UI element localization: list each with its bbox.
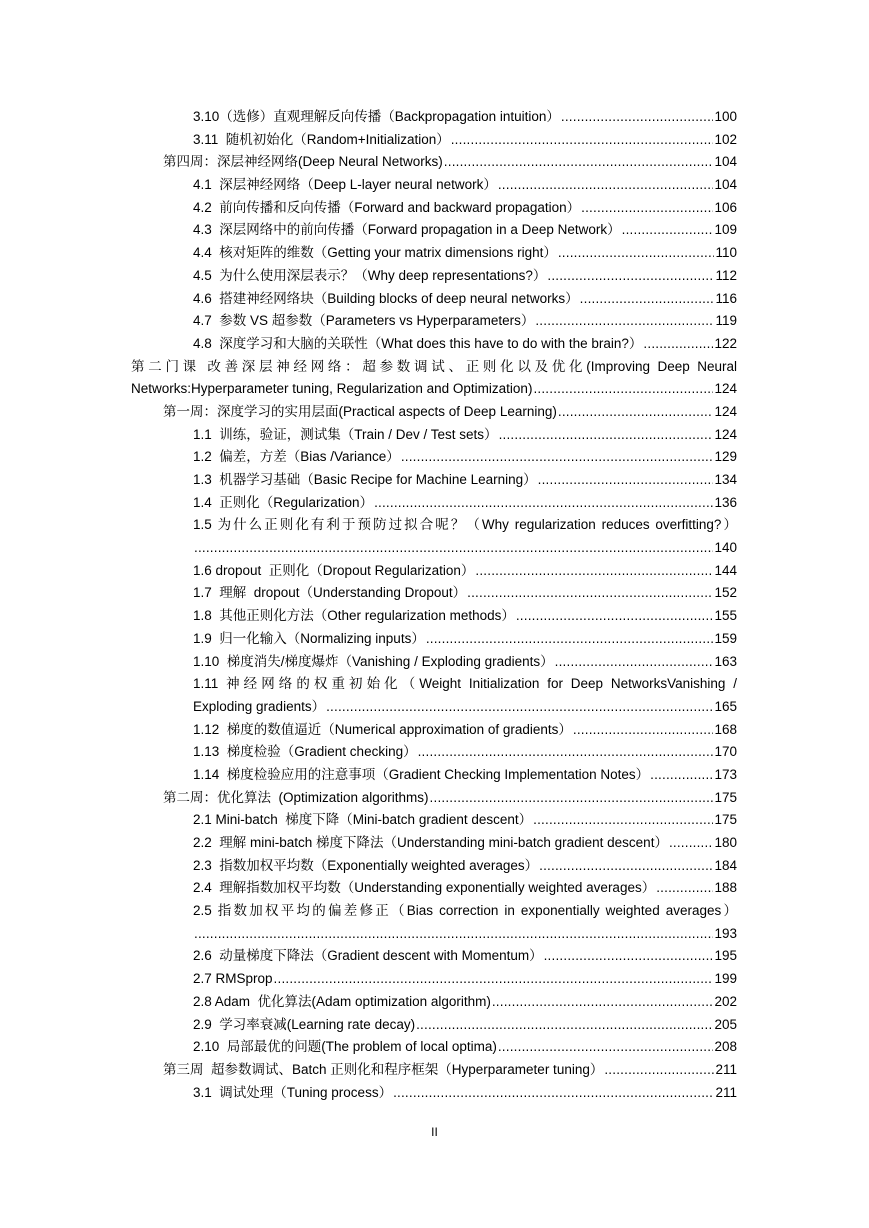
toc-entry-title: 4.2 前向传播和反向传播（Forward and backward propagation） [193, 199, 581, 215]
toc-entry[interactable] [131, 787, 737, 810]
dot-leader [418, 741, 714, 764]
toc-entry[interactable] [131, 242, 737, 265]
toc-entry-title: 4.8 深度学习和大脑的关联性（What does this have to do with the brain?） [193, 335, 643, 351]
toc-entry-title-continued: Exploding gradients） [193, 698, 326, 714]
toc-entry-title: 4.4 核对矩阵的维数（Getting your matrix dimensions right） [193, 245, 557, 261]
dot-leader [580, 288, 715, 311]
toc-entry-page-number: 188 [714, 880, 737, 896]
toc-entry-page-number: 211 [715, 1061, 737, 1077]
toc-entry[interactable] [131, 219, 737, 242]
dot-leader [622, 219, 714, 242]
dot-leader [430, 787, 714, 810]
toc-entry[interactable] [131, 288, 737, 311]
dot-leader [558, 242, 715, 265]
toc-entry-title: 2.4 理解指数加权平均数（Understanding exponentially weighted averages） [193, 880, 656, 896]
toc-entry-page-number: 124 [714, 426, 737, 442]
toc-entry[interactable] [131, 991, 737, 1014]
toc-entry-page-number: 199 [714, 971, 737, 987]
toc-entry-page-number: 112 [715, 267, 737, 283]
toc-entry-title: 2.2 理解 mini-batch 梯度下降法（Understanding mini-batch gradient descent） [193, 835, 668, 850]
toc-entry-page-number: 136 [714, 494, 737, 510]
toc-entry[interactable] [131, 333, 737, 356]
dot-leader [499, 424, 714, 447]
toc-entry[interactable] [131, 446, 737, 469]
dot-leader [573, 719, 714, 742]
toc-entry-title: 1.4 正则化（Regularization） [193, 494, 374, 510]
toc-entry-title: 1.5 为什么正则化有利于预防过拟合呢？（Why regularization reduces overfitting?） [193, 517, 737, 533]
dot-leader [538, 469, 714, 492]
toc-entry-page-number: 170 [714, 744, 737, 760]
toc-entry[interactable] [131, 673, 737, 718]
toc-entry-page-number: 155 [714, 608, 737, 624]
toc-entry-title: 4.6 搭建神经网络块（Building blocks of deep neural networks） [193, 290, 579, 306]
toc-entry-title: 1.8 其他正则化方法（Other regularization methods） [193, 608, 515, 624]
toc-entry-page-number: 208 [714, 1039, 737, 1055]
dot-leader [539, 855, 713, 878]
dot-leader [561, 106, 714, 129]
toc-entry-page-number: 140 [714, 540, 737, 556]
dot-leader [374, 492, 713, 515]
dot-leader [516, 605, 714, 628]
toc-entry-title: 1.2 偏差，方差（Bias /Variance） [193, 449, 400, 465]
toc-entry-title: 2.8 Adam 优化算法(Adam optimization algorithm) [193, 993, 491, 1009]
toc-entry[interactable] [131, 1036, 737, 1059]
toc-entry[interactable] [131, 356, 737, 401]
toc-entry-page-number: 195 [714, 948, 737, 964]
toc-entry-page-number: 168 [714, 721, 737, 737]
dot-leader [416, 1014, 713, 1037]
dot-leader [467, 582, 713, 605]
toc-entry-page-number: 159 [714, 630, 737, 646]
toc-entry-page-number: 175 [714, 812, 737, 828]
dot-leader [426, 628, 714, 651]
dot-leader [451, 129, 714, 152]
toc-entry[interactable] [131, 651, 737, 674]
dot-leader [555, 651, 714, 674]
page-number-footer: II [431, 1125, 438, 1139]
toc-entry-title: 1.14 梯度检验应用的注意事项（Gradient Checking Implementation Notes） [193, 766, 650, 782]
dot-leader [533, 378, 713, 401]
dot-leader [533, 809, 713, 832]
toc-entry[interactable] [131, 310, 737, 333]
toc-entry[interactable] [131, 469, 737, 492]
toc-entry-page-number: 102 [714, 131, 737, 147]
dot-leader [544, 945, 714, 968]
toc-entry-title: 第二门课 改善深层神经网络：超参数调试、正则化以及优化(Improving Deep Neural [131, 358, 737, 374]
dot-leader [444, 151, 714, 174]
toc-entry-title: 2.7 RMSprop [193, 971, 273, 987]
toc-entry-page-number: 122 [714, 335, 737, 351]
toc-entry[interactable] [131, 424, 737, 447]
toc-entry[interactable] [131, 401, 737, 424]
toc-entry-title: 1.6 dropout 正则化（Dropout Regularization） [193, 562, 475, 578]
toc-entry-title: 1.13 梯度检验（Gradient checking） [193, 744, 417, 760]
toc-entry-title: 4.7 参数 VS 超参数（Parameters vs Hyperparameters） [193, 313, 535, 329]
toc-entry-page-number: 184 [714, 857, 737, 873]
dot-leader [604, 1059, 714, 1082]
toc-entry-page-number: 129 [714, 449, 737, 465]
toc-entry-title: 1.11 神经网络的权重初始化（Weight Initialization for Deep NetworksVanishing / [193, 676, 737, 692]
toc-entry-title: 3.1 调试处理（Tuning process） [193, 1084, 393, 1100]
toc-entry[interactable] [131, 560, 737, 583]
toc-entry-title: 2.5 指数加权平均的偏差修正（Bias correction in exponentially weighted averages） [193, 903, 737, 919]
toc-entry-title: 1.3 机器学习基础（Basic Recipe for Machine Learning） [193, 472, 537, 487]
toc-entry-title: 4.3 深层网络中的前向传播（Forward propagation in a Deep Network） [193, 222, 621, 238]
dot-leader [492, 991, 714, 1014]
toc-entry[interactable] [131, 151, 737, 174]
toc-entry-page-number: 173 [714, 766, 737, 782]
toc-entry-page-number: 100 [714, 109, 737, 124]
toc-entry[interactable] [131, 605, 737, 628]
dot-leader [669, 832, 714, 855]
toc-entry-title: 第四周：深层神经网络(Deep Neural Networks) [163, 154, 443, 170]
toc-entry-page-number: 175 [714, 789, 737, 805]
toc-entry-title: 2.3 指数加权平均数（Exponentially weighted averages） [193, 857, 539, 873]
toc-entry-title: 第三周 超参数调试、Batch 正则化和程序框架（Hyperparameter tuning） [163, 1061, 604, 1077]
table-of-contents [131, 106, 737, 1104]
dot-leader [393, 1082, 714, 1105]
toc-entry-page-number: 124 [714, 403, 737, 419]
toc-entry[interactable] [131, 106, 737, 129]
toc-entry-page-number: 116 [715, 290, 737, 306]
toc-entry-title: 1.7 理解 dropout（Understanding Dropout） [193, 585, 467, 601]
toc-entry-page-number: 104 [714, 177, 737, 193]
dot-leader [643, 333, 713, 356]
toc-entry[interactable] [131, 945, 737, 968]
toc-entry[interactable] [131, 174, 737, 197]
toc-entry-page-number: 205 [714, 1016, 737, 1032]
toc-entry[interactable] [131, 628, 737, 651]
toc-entry[interactable] [131, 968, 737, 991]
dot-leader [498, 174, 714, 197]
toc-entry-title: 2.1 Mini-batch 梯度下降（Mini-batch gradient descent） [193, 812, 533, 828]
toc-entry-page-number: 110 [715, 245, 737, 261]
toc-entry-title: 第一周：深度学习的实用层面(Practical aspects of Deep Learning) [163, 403, 557, 419]
dot-leader [274, 968, 714, 991]
toc-entry[interactable] [131, 492, 737, 515]
dot-leader [194, 923, 713, 946]
dot-leader [650, 764, 713, 787]
toc-entry-title: 1.10 梯度消失/梯度爆炸（Vanishing / Exploding gradients） [193, 653, 554, 669]
toc-entry-page-number: 180 [714, 835, 737, 850]
toc-entry-title: 1.1 训练，验证，测试集（Train / Dev / Test sets） [193, 426, 498, 442]
toc-entry-page-number: 202 [714, 993, 737, 1009]
toc-entry-title: 2.9 学习率衰减(Learning rate decay) [193, 1016, 416, 1032]
toc-entry-title: 第二周：优化算法 (Optimization algorithms) [163, 789, 429, 805]
toc-entry[interactable] [131, 1059, 737, 1082]
toc-entry[interactable] [131, 582, 737, 605]
dot-leader [656, 877, 713, 900]
dot-leader [558, 401, 714, 424]
toc-entry-title: 2.6 动量梯度下降法（Gradient descent with Momentum） [193, 948, 543, 964]
toc-entry[interactable] [131, 197, 737, 220]
dot-leader [401, 446, 714, 469]
toc-entry[interactable] [131, 129, 737, 152]
toc-entry-page-number: 144 [714, 562, 737, 578]
toc-entry[interactable] [131, 809, 737, 832]
toc-entry-title: 3.10（选修）直观理解反向传播（Backpropagation intuition） [193, 109, 560, 124]
toc-entry-title-continued: Networks:Hyperparameter tuning, Regularization and Optimization) [131, 381, 533, 397]
toc-entry-title: 4.5 为什么使用深层表示？（Why deep representations?） [193, 267, 547, 283]
toc-entry[interactable] [131, 855, 737, 878]
toc-entry-title: 2.10 局部最优的问题(The problem of local optima) [193, 1039, 497, 1055]
toc-entry[interactable] [131, 832, 737, 855]
toc-entry-page-number: 109 [714, 222, 737, 238]
toc-entry[interactable] [131, 514, 737, 559]
toc-entry-title: 1.12 梯度的数值逼近（Numerical approximation of gradients） [193, 721, 572, 737]
dot-leader [581, 197, 713, 220]
toc-entry[interactable] [131, 719, 737, 742]
toc-entry[interactable] [131, 1082, 737, 1105]
dot-leader [498, 1036, 714, 1059]
toc-entry-page-number: 165 [714, 698, 737, 714]
toc-entry-page-number: 211 [715, 1084, 737, 1100]
toc-entry[interactable] [131, 764, 737, 787]
toc-entry[interactable] [131, 1014, 737, 1037]
toc-entry-title: 1.9 归一化输入（Normalizing inputs） [193, 630, 425, 646]
toc-entry[interactable] [131, 877, 737, 900]
toc-entry-page-number: 152 [714, 585, 737, 601]
toc-entry-page-number: 124 [714, 381, 737, 397]
toc-entry-title: 3.11 随机初始化（Random+Initialization） [193, 131, 450, 147]
toc-entry[interactable] [131, 741, 737, 764]
toc-entry-page-number: 106 [714, 199, 737, 215]
toc-entry-page-number: 104 [714, 154, 737, 170]
toc-entry-page-number: 119 [715, 313, 737, 329]
dot-leader [547, 265, 714, 288]
toc-entry-page-number: 193 [714, 925, 737, 941]
dot-leader [326, 696, 713, 719]
dot-leader [535, 310, 714, 333]
toc-entry-page-number: 134 [714, 472, 737, 487]
toc-entry[interactable] [131, 265, 737, 288]
toc-entry-page-number: 163 [714, 653, 737, 669]
dot-leader [194, 537, 713, 560]
toc-entry-title: 4.1 深层神经网络（Deep L-layer neural network） [193, 177, 497, 193]
dot-leader [475, 560, 713, 583]
toc-entry[interactable] [131, 900, 737, 945]
